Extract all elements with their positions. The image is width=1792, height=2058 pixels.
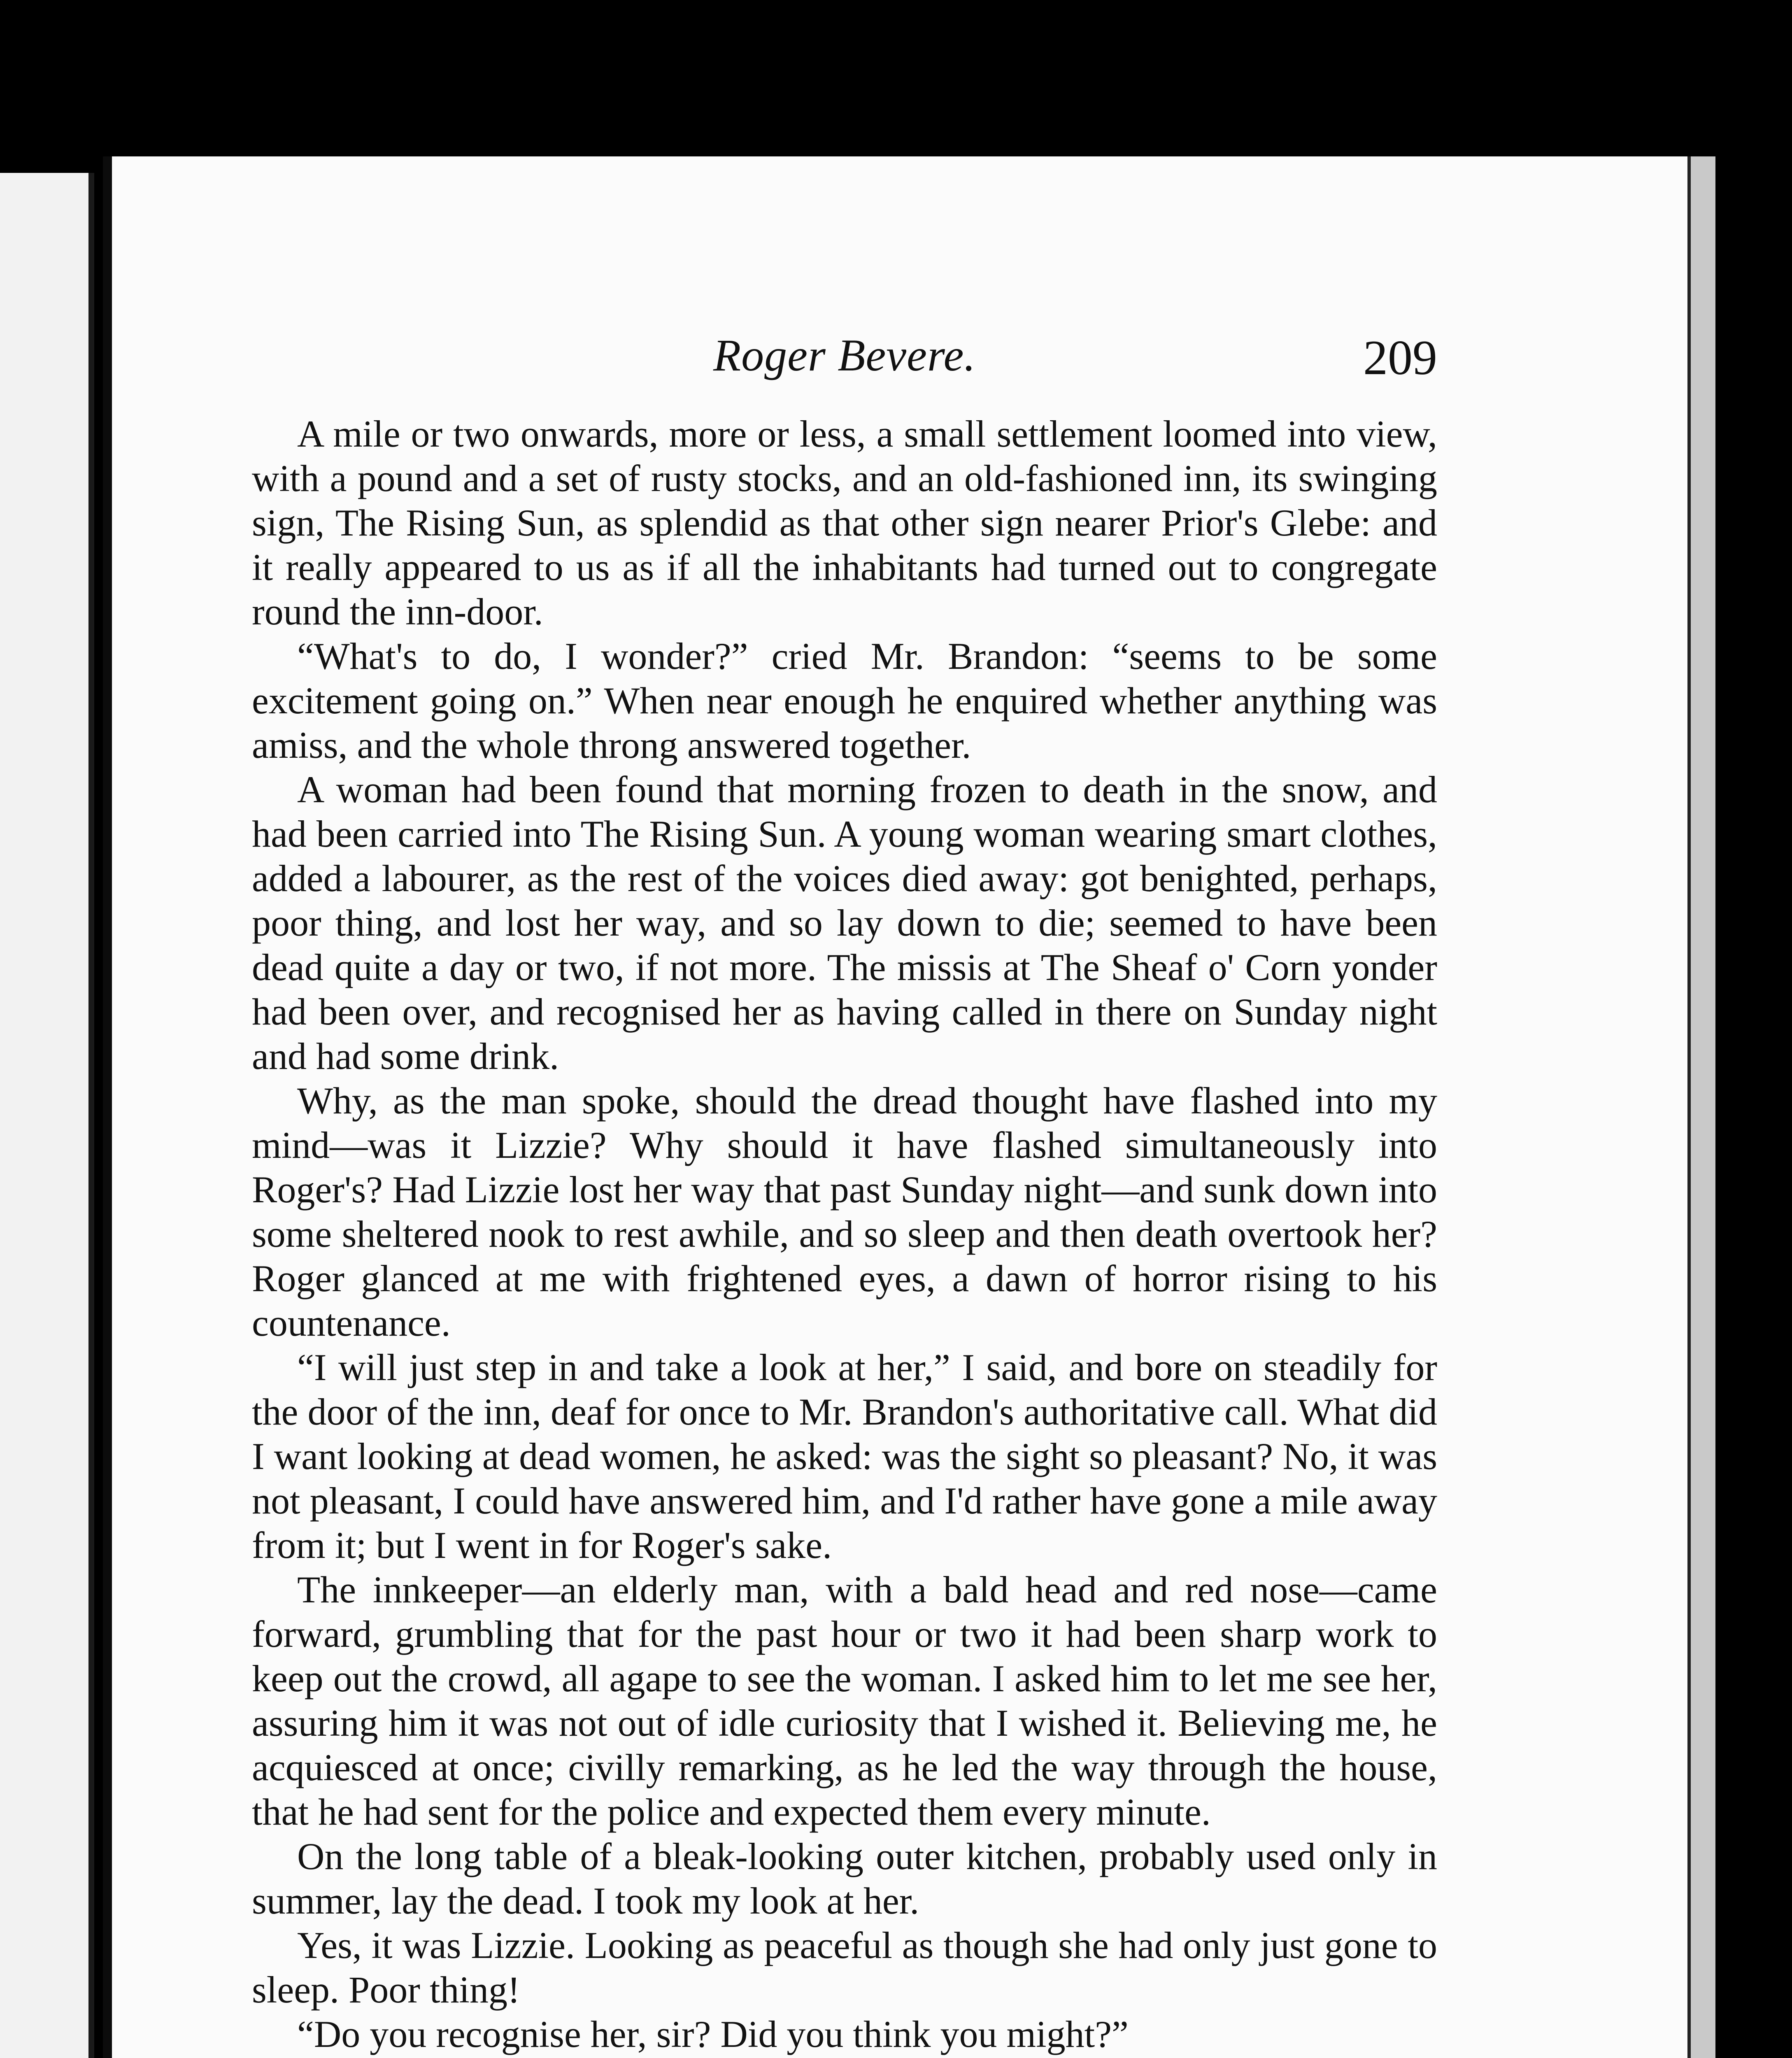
paragraph: Why, as the man spoke, should the dread thought have flashed into my mind—was it Lizzie? Why should it have flashed simultaneously into Roger's? Had Lizzie lost her way that past Sunday night—and sunk down into some sheltered nook to rest awhile, and so sleep and then death overtook her? Roger glanced at me with frightened eyes, a dawn of horror rising to his countenance. [252,1080,1437,1344]
paragraph: A mile or two onwards, more or less, a small settlement loomed into view, with a pound and a set of rusty stocks, and an old-fashioned inn, its swinging sign, The Rising Sun, as splendid as that other sign nearer Prior's Glebe: and it really appeared to us as if all the inhabitants had turned out to congregate round the inn-door. [252,413,1437,633]
paragraph: A woman had been found that morning frozen to death in the snow, and had been carried into The Rising Sun. A young woman wearing smart clothes, added a labourer, as the rest of the voices died away: got benighted, perhaps, poor thing, and lost her way, and so lay down to die; seemed to have been dead quite a day or two, if not more. The missis at The Sheaf o' Corn yonder had been over, and recognised her as having called in there on Sunday night and had some drink. [252,768,1437,1077]
page-stack-edge [1687,156,1715,2058]
paragraph: “What's to do, I wonder?” cried Mr. Brandon: “seems to be some excitement going on.” When near enough he enquired whether anything was amiss, and the whole throng answered together. [252,635,1437,766]
page-header [252,329,1437,385]
paragraph: “Do you recognise her, sir? Did you think you might?” [297,2013,1129,2055]
paragraph [252,2056,1437,2058]
paragraph: The innkeeper—an elderly man, with a bald head and red nose—came forward, grumbling that for the past hour or two it had been sharp work to keep out the crowd, all agape to see the woman. I asked him to let me see her, assuring him it was not out of idle curiosity that I wished it. Believing me, he acquiesced at once; civilly remarking, as he led the way through the house, that he had sent for the police and expected them every minute. [252,1569,1437,1833]
paragraph: On the long table of a bleak-looking outer kitchen, probably used only in summer, lay the dead. I took my look at her. [252,1835,1437,1922]
paragraph: Yes, it was Lizzie. Looking as peaceful as though she had only just gone to sleep. Poor thing! [252,1924,1437,2011]
running-head: Roger Bevere. [713,330,976,380]
page-number: 209 [1363,330,1437,385]
paragraph: “I will just step in and take a look at her,” I said, and bore on steadily for the door of the inn, deaf for once to Mr. Brandon's authoritative call. What did I want looking at dead women, he asked: was the sight so pleasant? No, it was not pleasant, I could have answered him, and I'd rather have gone a mile away from it; but I went in for Roger's sake. [252,1346,1437,1566]
left-page-edge [0,173,94,2058]
body-text [252,412,1437,2058]
